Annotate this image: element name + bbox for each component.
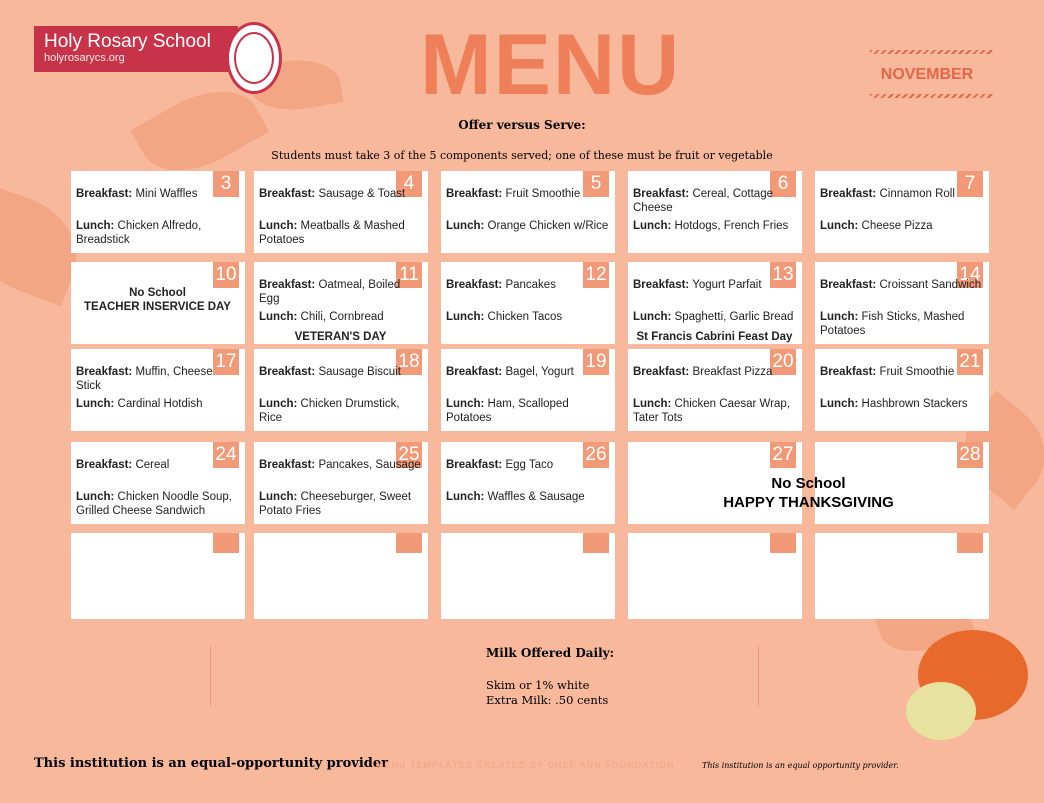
breakfast-line xyxy=(633,187,796,215)
breakfast-line xyxy=(446,365,609,379)
empty-day-cell xyxy=(815,533,989,619)
lunch-label: Lunch: xyxy=(259,220,298,232)
day-number: 17 xyxy=(213,349,239,375)
breakfast-label: Breakfast: xyxy=(259,459,316,471)
breakfast-label: Breakfast: xyxy=(259,279,316,291)
lunch-item: Chicken Alfredo, Breadstick xyxy=(76,220,202,246)
lunch-line xyxy=(633,219,796,233)
milk-line: Extra Milk: .50 cents xyxy=(486,693,609,707)
day-number: 7 xyxy=(957,171,983,197)
lunch-label: Lunch: xyxy=(446,311,485,323)
day-note: St Francis Cabrini Feast Day xyxy=(636,331,793,343)
lunch-item: Orange Chicken w/Rice xyxy=(487,220,609,232)
lunch-line xyxy=(820,219,983,233)
day-cell xyxy=(628,262,802,344)
day-cell xyxy=(441,349,615,431)
breakfast-item: Pancakes xyxy=(505,279,556,291)
day-number: 12 xyxy=(583,262,609,288)
day-number: 18 xyxy=(396,349,422,375)
day-number: 14 xyxy=(957,262,983,288)
breakfast-label: Breakfast: xyxy=(633,279,690,291)
breakfast-item: Fruit Smoothie xyxy=(879,366,955,378)
day-number: 3 xyxy=(213,171,239,197)
divider xyxy=(210,646,211,706)
day-cell xyxy=(441,442,615,524)
day-note: VETERAN'S DAY xyxy=(294,331,387,343)
day-number: 24 xyxy=(213,442,239,468)
day-cell xyxy=(71,349,245,431)
day-cell xyxy=(815,349,989,431)
school-url: holyrosarycs.org xyxy=(44,52,125,64)
day-number: 11 xyxy=(396,262,422,288)
lunch-line xyxy=(76,219,239,247)
thanksgiving-line: No School xyxy=(771,475,846,492)
lunch-item: Cheese Pizza xyxy=(861,220,933,232)
lunch-line xyxy=(446,397,609,425)
lunch-item: Ham, Scalloped Potatoes xyxy=(446,398,569,424)
day-cell xyxy=(254,171,428,253)
day-cell xyxy=(254,349,428,431)
day-cell xyxy=(441,171,615,253)
lunch-label: Lunch: xyxy=(820,311,859,323)
lunch-item: Cheeseburger, Sweet Potato Fries xyxy=(259,491,412,517)
thanksgiving-line: HAPPY THANKSGIVING xyxy=(723,494,894,511)
day-number: 6 xyxy=(770,171,796,197)
breakfast-line xyxy=(820,278,983,292)
breakfast-label: Breakfast: xyxy=(446,366,503,378)
lunch-item: Cardinal Hotdish xyxy=(117,398,203,410)
lunch-line xyxy=(633,397,796,425)
breakfast-item: Muffin, Cheese Stick xyxy=(76,366,213,392)
lunch-line xyxy=(259,490,422,518)
breakfast-line xyxy=(446,187,609,201)
breakfast-line xyxy=(446,458,609,472)
lunch-line xyxy=(446,490,609,504)
breakfast-label: Breakfast: xyxy=(76,366,133,378)
divider xyxy=(758,646,759,706)
breakfast-label: Breakfast: xyxy=(259,366,316,378)
breakfast-line xyxy=(76,365,239,393)
breakfast-line xyxy=(633,278,796,292)
lunch-item: Meatballs & Mashed Potatoes xyxy=(259,220,405,246)
day-number: 27 xyxy=(770,442,796,468)
empty-day-number xyxy=(213,533,239,553)
breakfast-label: Breakfast: xyxy=(76,459,133,471)
empty-day-number xyxy=(770,533,796,553)
lunch-line xyxy=(633,310,796,324)
lunch-label: Lunch: xyxy=(259,311,298,323)
offer-vs-serve-text: Students must take 3 of the 5 components served; one of these must be fruit or vegetable xyxy=(271,149,773,162)
thanksgiving-note xyxy=(628,474,989,512)
breakfast-item: Breakfast Pizza xyxy=(692,366,773,378)
lunch-line xyxy=(259,219,422,247)
lunch-label: Lunch: xyxy=(820,398,859,410)
lunch-item: Chicken Tacos xyxy=(487,311,563,323)
lunch-label: Lunch: xyxy=(259,491,298,503)
day-cell xyxy=(254,442,428,524)
lunch-label: Lunch: xyxy=(76,398,115,410)
breakfast-item: Sausage & Toast xyxy=(318,188,406,200)
month-label: NOVEMBER xyxy=(880,66,974,83)
school-brand xyxy=(34,26,238,72)
breakfast-item: Mini Waffles xyxy=(135,188,198,200)
day-note: No School xyxy=(129,287,186,299)
day-number: 5 xyxy=(583,171,609,197)
equal-opportunity-statement: This institution is an equal-opportunity provider xyxy=(34,756,388,771)
breakfast-item: Yogurt Parfait xyxy=(692,279,762,291)
lunch-label: Lunch: xyxy=(633,311,672,323)
day-note: TEACHER INSERVICE DAY xyxy=(84,301,231,313)
breakfast-item: Bagel, Yogurt xyxy=(505,366,574,378)
day-number: 21 xyxy=(957,349,983,375)
day-number: 4 xyxy=(396,171,422,197)
breakfast-item: Cereal, Cottage Cheese xyxy=(633,188,773,214)
lunch-item: Fish Sticks, Mashed Potatoes xyxy=(820,311,965,337)
day-number: 28 xyxy=(957,442,983,468)
lunch-label: Lunch: xyxy=(446,398,485,410)
breakfast-line xyxy=(259,365,422,379)
day-number: 25 xyxy=(396,442,422,468)
breakfast-label: Breakfast: xyxy=(446,188,503,200)
breakfast-item: Cereal xyxy=(135,459,170,471)
lunch-item: Chili, Cornbread xyxy=(300,311,384,323)
lunch-item: Hashbrown Stackers xyxy=(861,398,968,410)
breakfast-label: Breakfast: xyxy=(446,459,503,471)
breakfast-label: Breakfast: xyxy=(820,279,877,291)
day-number: 20 xyxy=(770,349,796,375)
lunch-line xyxy=(820,310,983,338)
breakfast-line xyxy=(820,187,983,201)
breakfast-line xyxy=(820,365,983,379)
breakfast-line xyxy=(259,187,422,201)
empty-day-number xyxy=(583,533,609,553)
lunch-item: Hotdogs, French Fries xyxy=(674,220,789,232)
pumpkin-icon xyxy=(906,682,976,740)
lunch-item: Chicken Drumstick, Rice xyxy=(259,398,400,424)
breakfast-item: Oatmeal, Boiled Egg xyxy=(259,279,401,305)
breakfast-line xyxy=(446,278,609,292)
lunch-label: Lunch: xyxy=(446,220,485,232)
day-cell xyxy=(628,171,802,253)
breakfast-line xyxy=(76,458,239,472)
breakfast-label: Breakfast: xyxy=(820,188,877,200)
page-title: MENU xyxy=(420,17,682,113)
milk-line: Skim or 1% white xyxy=(486,678,590,692)
hatch-decoration xyxy=(870,50,994,54)
day-number: 26 xyxy=(583,442,609,468)
lunch-label: Lunch: xyxy=(446,491,485,503)
empty-day-number xyxy=(396,533,422,553)
school-name: Holy Rosary School xyxy=(44,31,211,52)
breakfast-label: Breakfast: xyxy=(820,366,877,378)
lunch-line xyxy=(446,219,609,233)
breakfast-item: Egg Taco xyxy=(505,459,554,471)
offer-vs-serve-heading: Offer versus Serve: xyxy=(458,118,586,132)
lunch-line xyxy=(259,397,422,425)
lunch-item: Chicken Caesar Wrap, Tater Tots xyxy=(633,398,791,424)
lunch-line xyxy=(259,310,422,324)
milk-heading: Milk Offered Daily: xyxy=(486,646,615,660)
lunch-item: Spaghetti, Garlic Bread xyxy=(674,311,794,323)
lunch-label: Lunch: xyxy=(633,398,672,410)
lunch-label: Lunch: xyxy=(633,220,672,232)
lunch-label: Lunch: xyxy=(820,220,859,232)
day-cell xyxy=(71,171,245,253)
empty-day-number xyxy=(957,533,983,553)
breakfast-line xyxy=(633,365,796,379)
breakfast-label: Breakfast: xyxy=(633,188,690,200)
breakfast-line xyxy=(259,278,422,306)
lunch-line xyxy=(446,310,609,324)
day-cell xyxy=(441,262,615,344)
day-cell xyxy=(71,262,245,344)
breakfast-item: Sausage Biscuit xyxy=(318,366,401,378)
breakfast-label: Breakfast: xyxy=(259,188,316,200)
lunch-line xyxy=(76,397,239,411)
day-cell xyxy=(628,349,802,431)
empty-day-cell xyxy=(71,533,245,619)
breakfast-label: Breakfast: xyxy=(633,366,690,378)
day-number: 10 xyxy=(213,262,239,288)
lunch-label: Lunch: xyxy=(76,491,115,503)
breakfast-line xyxy=(76,187,239,201)
day-cell xyxy=(815,171,989,253)
cardinals-logo-icon xyxy=(226,22,282,94)
day-cell xyxy=(254,262,428,344)
equal-opportunity-small: This institution is an equal opportunity provider. xyxy=(702,761,899,770)
day-cell xyxy=(815,262,989,344)
day-number: 13 xyxy=(770,262,796,288)
lunch-line xyxy=(820,397,983,411)
breakfast-item: Cinnamon Roll xyxy=(879,188,955,200)
empty-day-cell xyxy=(254,533,428,619)
lunch-label: Lunch: xyxy=(259,398,298,410)
template-credit: MENU TEMPLATES CREATED BY CHEF ANN FOUNDATION xyxy=(376,760,675,770)
hatch-decoration xyxy=(870,94,994,98)
lunch-item: Waffles & Sausage xyxy=(487,491,585,503)
breakfast-item: Croissant Sandwich xyxy=(879,279,982,291)
lunch-line xyxy=(76,490,239,518)
lunch-label: Lunch: xyxy=(76,220,115,232)
breakfast-line xyxy=(259,458,422,472)
empty-day-cell xyxy=(441,533,615,619)
breakfast-item: Pancakes, Sausage xyxy=(318,459,421,471)
breakfast-item: Fruit Smoothie xyxy=(505,188,581,200)
day-cell xyxy=(71,442,245,524)
day-number: 19 xyxy=(583,349,609,375)
lunch-item: Chicken Noodle Soup, Grilled Cheese Sandwich xyxy=(76,491,232,517)
empty-day-cell xyxy=(628,533,802,619)
breakfast-label: Breakfast: xyxy=(446,279,503,291)
breakfast-label: Breakfast: xyxy=(76,188,133,200)
